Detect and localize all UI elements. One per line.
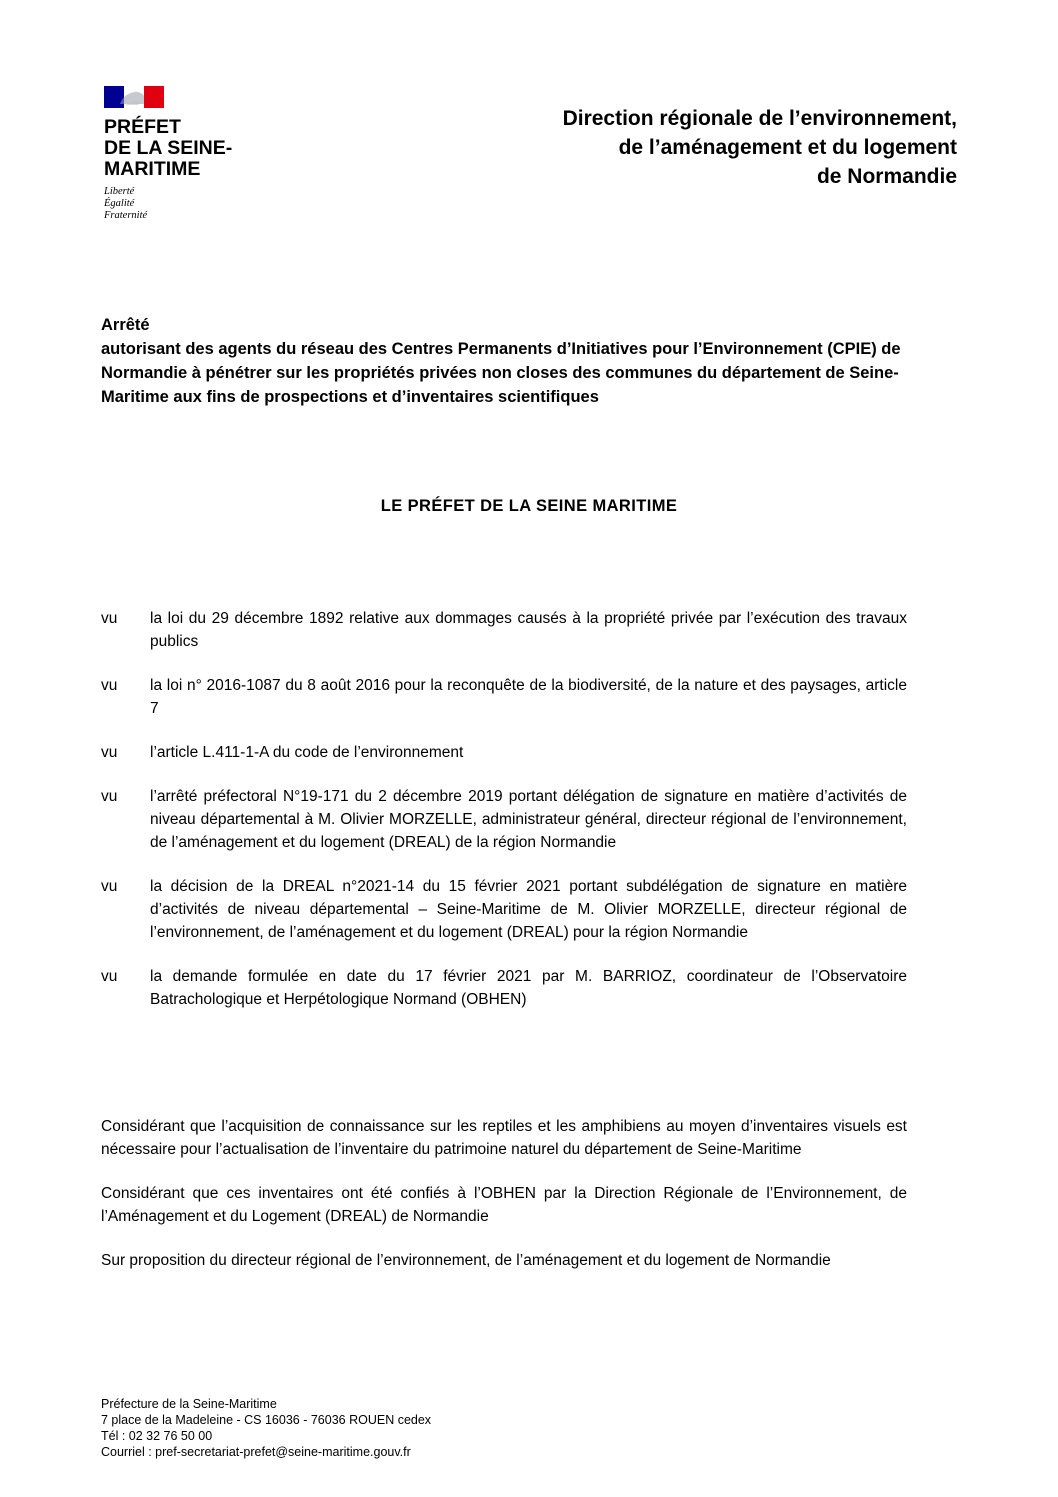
- considerants-list: [101, 1115, 907, 1293]
- footer-line: Préfecture de la Seine-Maritime: [101, 1397, 277, 1411]
- visa-text: l’arrêté préfectoral N°19-171 du 2 décembre 2019 portant délégation de signature en matière d’activités de niveau départemental à M. Olivier MORZELLE, administrateur général, directeur régional de l’environnement, de l’aménagement et du logement (DREAL) de la région Normandie: [150, 788, 907, 851]
- marianne-logo: [104, 86, 284, 222]
- visa-label: vu: [101, 677, 118, 694]
- visa-item: [101, 875, 907, 944]
- marianne-flag-icon: [104, 86, 164, 108]
- arrete-title-block: [101, 313, 961, 409]
- visa-item: [101, 785, 907, 854]
- issuing-direction: [397, 104, 957, 191]
- visa-item: [101, 607, 907, 653]
- prefet-title: LE PRÉFET DE LA SEINE MARITIME: [380, 497, 678, 515]
- arrete-object: autorisant des agents du réseau des Centres Permanents d’Initiatives pour l’Environnement (CPIE) de Normandie à pénétrer sur les propriétés privées non closes des communes du département de Seine-Maritime aux fins de prospections et d’inventaires scientifiques: [101, 340, 901, 406]
- visa-label: vu: [101, 788, 118, 805]
- visa-item: [101, 674, 907, 720]
- footer-line: 7 place de la Madeleine - CS 16036 - 76036 ROUEN cedex: [101, 1413, 432, 1427]
- direction-line-2: de l’aménagement et du logement: [618, 136, 957, 159]
- visa-text: la décision de la DREAL n°2021-14 du 15 février 2021 portant subdélégation de signature en matière d’activités de niveau départemental – Seine-Maritime de M. Olivier MORZELLE, directeur régional de l’environnement, de l’aménagement et du logement (DREAL) pour la région Normandie: [150, 878, 907, 941]
- visa-label: vu: [101, 878, 118, 895]
- visa-label: vu: [101, 744, 118, 761]
- direction-line-3: de Normandie: [816, 165, 957, 188]
- visa-item: [101, 741, 907, 764]
- motto-fraternite: Fraternité: [104, 210, 148, 221]
- footer-address: [101, 1396, 601, 1460]
- proposition-paragraph: Sur proposition du directeur régional de l’environnement, de l’aménagement et du logement de Normandie: [101, 1252, 831, 1269]
- motto-egalite: Égalité: [104, 198, 135, 209]
- visas-list: [101, 607, 907, 1032]
- motto-liberte: Liberté: [104, 186, 135, 197]
- republic-motto: [104, 186, 284, 222]
- visa-item: [101, 965, 907, 1011]
- visa-label: vu: [101, 610, 118, 627]
- considerant-paragraph: Considérant que ces inventaires ont été confiés à l’OBHEN par la Direction Régionale de l’Environnement, de l’Aménagement et du Logement (DREAL) de Normandie: [101, 1185, 907, 1225]
- footer-line: Tél : 02 32 76 50 00: [101, 1429, 213, 1443]
- visa-text: l’article L.411-1-A du code de l’environnement: [150, 744, 464, 761]
- prefet-name: PRÉFET DE LA SEINE- MARITIME: [104, 116, 233, 180]
- direction-line-1: Direction régionale de l’environnement,: [562, 107, 957, 130]
- considerant-paragraph: Considérant que l’acquisition de connaissance sur les reptiles et les amphibiens au moyen d’inventaires visuels est nécessaire pour l’actualisation de l’inventaire du patrimoine naturel du département de Seine-Maritime: [101, 1118, 907, 1158]
- footer-email: Courriel : pref-secretariat-prefet@seine-maritime.gouv.fr: [101, 1445, 411, 1459]
- visa-text: la loi du 29 décembre 1892 relative aux dommages causés à la propriété privée par l’exécution des travaux publics: [150, 610, 907, 650]
- visa-label: vu: [101, 968, 118, 985]
- visa-text: la demande formulée en date du 17 février 2021 par M. BARRIOZ, coordinateur de l’Observatoire Batrachologique et Herpétologique Normand (OBHEN): [150, 968, 907, 1008]
- visa-text: la loi n° 2016-1087 du 8 août 2016 pour la reconquête de la biodiversité, de la nature et des paysages, article 7: [150, 677, 907, 717]
- arrete-heading: Arrêté: [101, 316, 150, 334]
